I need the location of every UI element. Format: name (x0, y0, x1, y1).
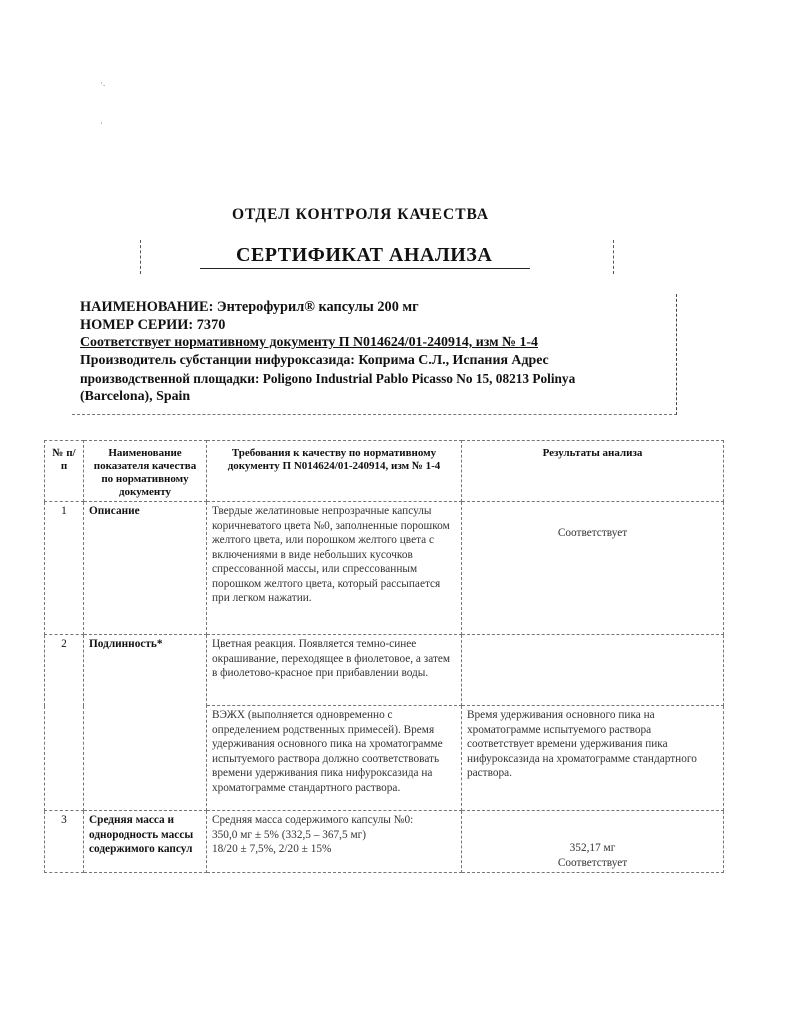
col-header-results: Результаты анализа (462, 441, 724, 502)
manufacturer-line-2: производственной площадки: Poligono Industrial Pablo Picasso No 15, 08213 Polinya (80, 371, 576, 386)
col-header-indicator: Наименование показателя качества по нормативному документу (84, 441, 207, 502)
requirement-line: Средняя масса содержимого капсулы №0: (212, 814, 414, 826)
product-name-label: НАИМЕНОВАНИЕ: (80, 299, 214, 315)
table-row (45, 811, 724, 873)
quality-table (44, 440, 724, 873)
product-name-value: Энтерофурил® капсулы 200 мг (216, 299, 419, 315)
row-result: Время удерживания основного пика на хроматограмме испытуемого раствора соответствует времени удерживания пика нифуроксазида на хроматограмме стандартного раствора. (462, 706, 724, 811)
table-header-row (45, 441, 724, 502)
row-indicator: Описание (84, 502, 207, 635)
result-line: 352,17 мг (569, 842, 616, 854)
row-requirement: ВЭЖХ (выполняется одновременно с определением родственных примесей). Время удерживания основного пика на хроматограмме испытуемого раствора должно соответствовать времени удерживания пика нифуроксазида на хроматограмме стандартного раствора. (207, 706, 462, 811)
row-requirement: Цветная реакция. Появляется темно-синее окрашивание, переходящее в фиолетовое, а затем в фиолетово-красное при прибавлении воды. (207, 635, 462, 706)
scan-speck: ·. (100, 78, 106, 88)
scan-speck: · (100, 118, 103, 128)
manufacturer-line-3: (Barcelona), Spain (80, 389, 191, 404)
product-info (80, 298, 680, 406)
title-underline (200, 268, 530, 269)
department-heading: ОТДЕЛ КОНТРОЛЯ КАЧЕСТВА (232, 206, 490, 223)
row-indicator: Подлинность* (84, 635, 207, 811)
col-header-requirements: Требования к качеству по нормативному документу П N014624/01-240914, изм № 1-4 (207, 441, 462, 502)
requirement-line: 350,0 мг ± 5% (332,5 – 367,5 мг) (212, 828, 367, 841)
row-num: 2 (45, 635, 84, 811)
batch-line (80, 316, 680, 334)
row-result: Соответствует (462, 502, 724, 635)
table-row (45, 502, 724, 635)
row-num: 3 (45, 811, 84, 873)
product-name-line (80, 298, 680, 316)
manufacturer-line-1: Производитель субстанции нифуроксазида: Коприма С.Л., Испания Адрес (80, 353, 549, 368)
batch-value: 7370 (196, 317, 226, 333)
col-header-num: № п/п (45, 441, 84, 502)
row-requirement: Твердые желатиновые непрозрачные капсулы коричневатого цвета №0, заполненные порошком желтого цвета, или порошком желтого цвета с включениями в виде небольших кусочков спрессованной массы, или спрессованным порошком желтого цвета, который рассыпается при легком нажатии. (207, 502, 462, 635)
row-indicator: Средняя масса и однородность массы содержимого капсул (84, 811, 207, 873)
row-num: 1 (45, 502, 84, 635)
batch-label: НОМЕР СЕРИИ: (80, 317, 194, 333)
row-result (462, 635, 724, 706)
row-requirement (207, 811, 462, 873)
row-result (462, 811, 724, 873)
conformity-line: Соответствует нормативному документу П N014624/01-240914, изм № 1-4 (80, 335, 538, 350)
result-line: Соответствует (557, 856, 628, 869)
certificate-title: СЕРТИФИКАТ АНАЛИЗА (236, 244, 493, 266)
table-row (45, 635, 724, 706)
requirement-line: 18/20 ± 7,5%, 2/20 ± 15% (212, 843, 332, 855)
